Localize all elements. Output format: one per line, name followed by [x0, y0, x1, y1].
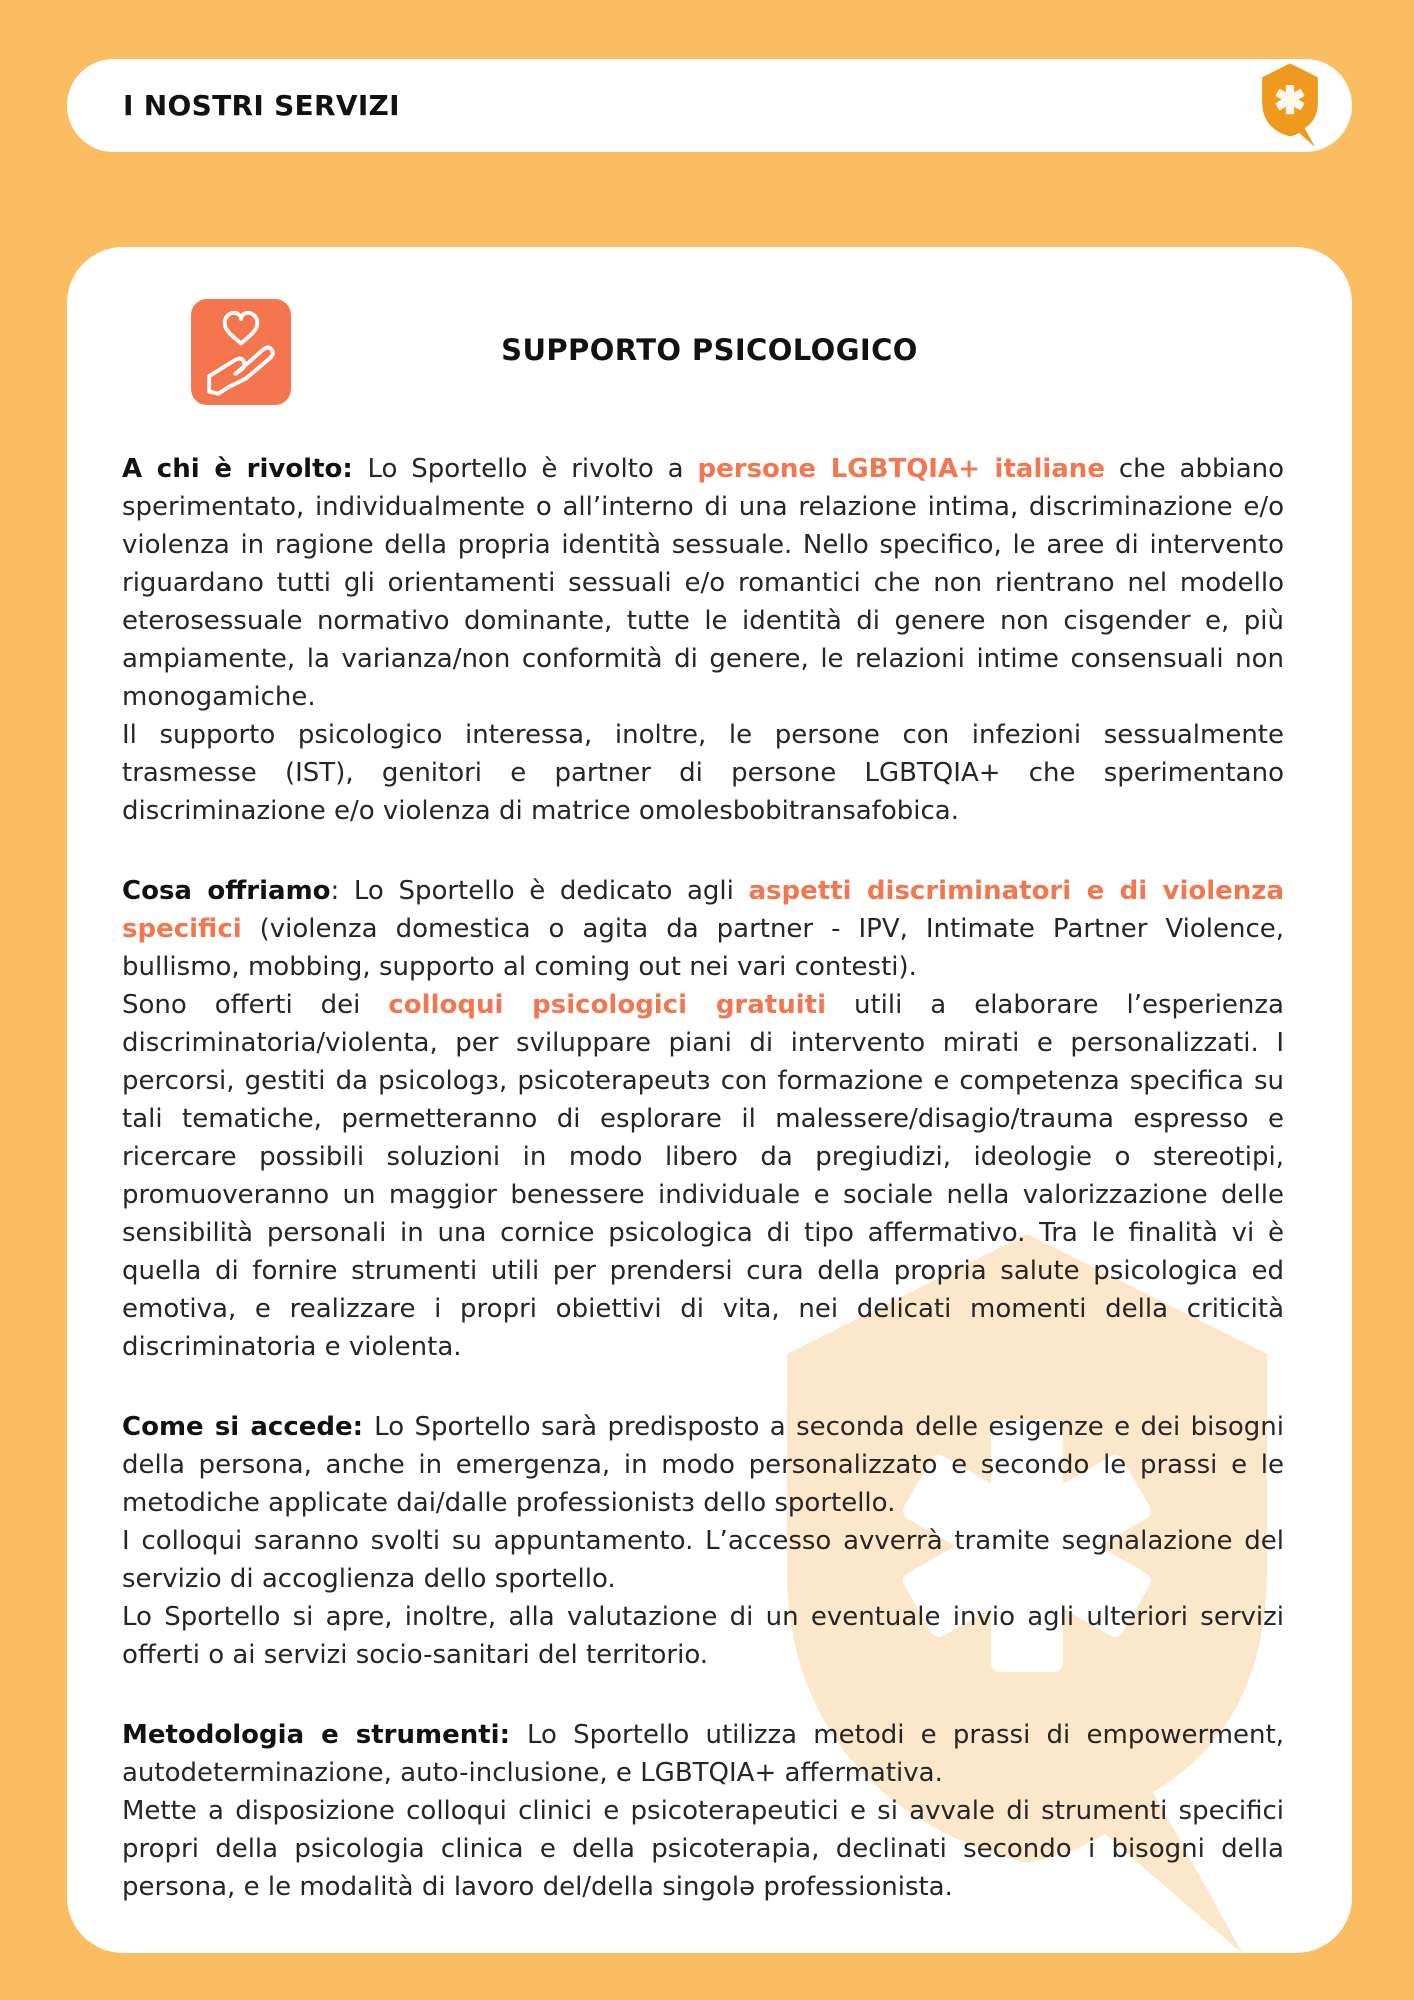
- service-card: [67, 247, 1352, 1953]
- paragraph: [122, 1408, 1284, 1674]
- text-block: [122, 872, 1284, 986]
- paragraph: [122, 872, 1284, 1366]
- q-shield-asterisk-icon: [1255, 62, 1325, 149]
- text-segment: Lo Sportello utilizza metodi e prassi di empowerment, autodeterminazione, auto-inclusione, e LGBTQIA+ affermativa.: [122, 1720, 1284, 1788]
- text-block: [122, 450, 1284, 716]
- text-segment: Lo Sportello si apre, inoltre, alla valutazione di un eventuale invio agli ulteriori servizi offerti o ai servizi socio-sanitari del territorio.: [122, 1602, 1284, 1670]
- text-block: [122, 1408, 1284, 1522]
- article: [122, 450, 1284, 1906]
- text-block: [122, 716, 1284, 830]
- text-block: [122, 1522, 1284, 1598]
- text-segment: Metodologia e strumenti:: [122, 1720, 527, 1750]
- page-title: I NOSTRI SERVIZI: [123, 89, 400, 122]
- text-segment: Lo Sportello è rivolto a: [367, 454, 698, 484]
- text-segment: (violenza domestica o agita da partner - IPV, Intimate Partner Violence, bullismo, mobbing, supporto al coming out nei vari contesti).: [122, 914, 1284, 982]
- service-title: SUPPORTO PSICOLOGICO: [501, 333, 918, 367]
- text-segment: Come si accede:: [122, 1412, 375, 1442]
- text-segment: persone LGBTQIA+ italiane: [697, 454, 1105, 484]
- text-block: [122, 1792, 1284, 1906]
- paragraph: [122, 1716, 1284, 1906]
- text-segment: Sono offerti dei: [122, 990, 389, 1020]
- text-segment: Mette a disposizione colloqui clinici e psicoterapeutici e si avvale di strumenti specifici propri della psicologia clinica e della psicoterapia, declinati secondo i bisogni della persona, e le modalità di lavoro del/della singolə professionista.: [122, 1796, 1284, 1902]
- text-segment: colloqui psicologici gratuiti: [388, 990, 826, 1020]
- text-block: [122, 986, 1284, 1366]
- text-segment: : Lo Sportello è dedicato agli: [330, 876, 749, 906]
- text-segment: I colloqui saranno svolti su appuntamento. L’accesso avverrà tramite segnalazione del servizio di accoglienza dello sportello.: [122, 1526, 1284, 1594]
- paragraph: [122, 450, 1284, 830]
- text-block: [122, 1716, 1284, 1792]
- header-bar: [67, 59, 1352, 152]
- text-segment: A chi è rivolto:: [122, 454, 368, 484]
- text-segment: Il supporto psicologico interessa, inoltre, le persone con infezioni sessualmente trasmesse (IST), genitori e partner di persone LGBTQIA+ che sperimentano discriminazione e/o violenza di matrice omolesbobitransafobica.: [122, 720, 1284, 826]
- text-segment: utili a elaborare l’esperienza discriminatoria/violenta, per sviluppare piani di intervento mirati e personalizzati. I percorsi, gestiti da psicologɜ, psicoterapeutɜ con formazione e competenza specifica su tali tematiche, permetteranno di esplorare il malessere/disagio/trauma espresso e ricercare possibili soluzioni in modo libero da pregiudizi, ideologie o stereotipi, promuoveranno un maggior benessere individuale e sociale nella valorizzazione delle sensibilità personali in una cornice psicologica di tipo affermativo. Tra le finalità vi è quella di fornire strumenti utili per prendersi cura della propria salute psicologica ed emotiva, e realizzare i propri obiettivi di vita, nei delicati momenti della criticità discriminatoria e violenta.: [122, 990, 1284, 1362]
- text-segment: Lo Sportello sarà predisposto a seconda delle esigenze e dei bisogni della persona, anche in emergenza, in modo personalizzato e secondo le prassi e le metodiche applicate dai/dalle professionistɜ dello sportello.: [122, 1412, 1285, 1518]
- text-segment: Cosa offriamo: [122, 876, 331, 906]
- text-block: [122, 1598, 1284, 1674]
- text-segment: aspetti discriminatori e di violenza specifici: [122, 876, 1284, 944]
- text-segment: che abbiano sperimentato, individualmente o all’interno di una relazione intima, discriminazione e/o violenza in ragione della propria identità sessuale. Nello specifico, le aree di intervento riguardano tutti gli orientamenti sessuali e/o romantici che non rientrano nel modello eterosessuale normativo dominante, tutte le identità di genere non cisgender e, più ampiamente, la varianza/non conformità di genere, le relazioni intime consensuali non monogamiche.: [122, 454, 1285, 712]
